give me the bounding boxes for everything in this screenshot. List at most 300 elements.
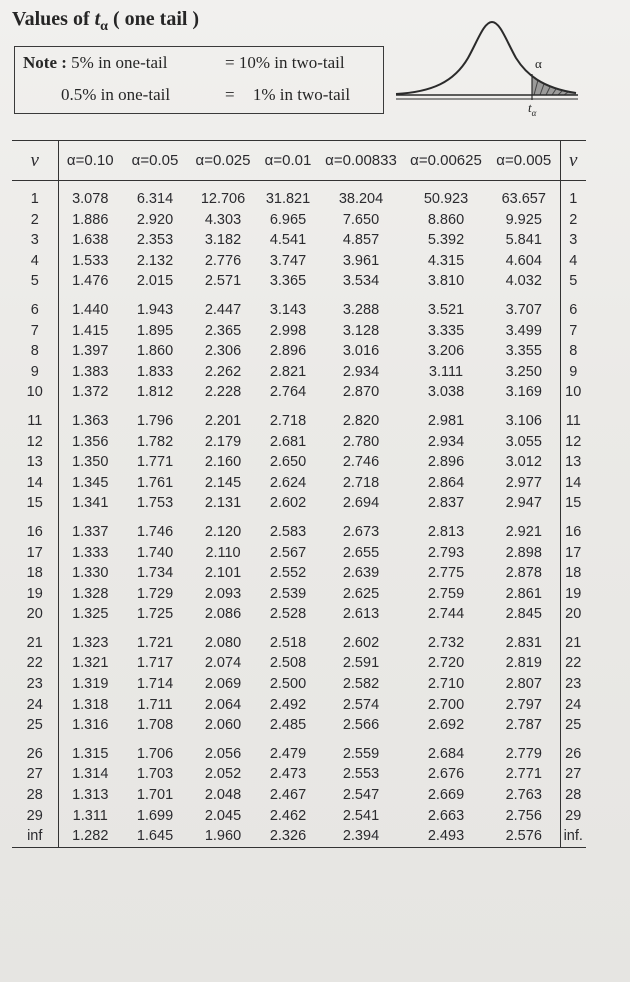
- normal-curve-diagram: [392, 18, 580, 123]
- cell-value: 3.055: [505, 433, 542, 450]
- cell-value: 2.775: [427, 565, 465, 582]
- cell-value: 1.703: [136, 766, 174, 783]
- table-row: [12, 432, 586, 453]
- table-row: [12, 493, 586, 514]
- row-nu-left: 1: [12, 189, 58, 210]
- cell-value: 2.720: [427, 655, 465, 672]
- cell-value: 2.639: [342, 565, 380, 582]
- cell-value: 3.128: [342, 322, 380, 339]
- cell-value: 3.521: [427, 301, 465, 318]
- row-nu-right: 9: [560, 362, 586, 383]
- row-nu-left: 22: [12, 653, 58, 674]
- cell-value: 1.740: [136, 544, 174, 561]
- spacer-cell: [12, 292, 58, 300]
- row-nu-left: 20: [12, 604, 58, 625]
- spacer-cell: [258, 292, 318, 300]
- spacer-cell: [404, 736, 488, 744]
- header-row: [12, 141, 586, 181]
- cell-value: 2.394: [318, 826, 404, 847]
- group-spacer: [12, 403, 586, 411]
- row-nu-right: 14: [560, 473, 586, 494]
- cell-value: 2.746: [342, 454, 380, 471]
- cell-value: 2.045: [204, 807, 242, 824]
- cell-value: 2.591: [342, 655, 380, 672]
- cell-value: 1.333: [72, 544, 109, 561]
- table-row: [12, 251, 586, 272]
- spacer-cell: [318, 514, 404, 522]
- row-nu-left: 14: [12, 473, 58, 494]
- row-nu-right: 15: [560, 493, 586, 514]
- cell-value: 1.321: [72, 655, 109, 672]
- cell-value: 2.780: [342, 433, 380, 450]
- cell-value: 2.559: [342, 745, 380, 762]
- row-nu-right: 25: [560, 715, 586, 736]
- cell-value: 3.106: [505, 412, 542, 429]
- cell-value: 2.650: [269, 454, 307, 471]
- cell-value: 3.182: [204, 232, 242, 249]
- spacer-cell: [188, 736, 258, 744]
- cell-value: 2.896: [427, 454, 465, 471]
- cell-value: 4.032: [505, 273, 542, 290]
- cell-value: 1.860: [136, 343, 174, 360]
- header-nu-left: ν: [12, 141, 58, 181]
- header-alpha-5: α=0.00625: [404, 141, 488, 181]
- spacer-cell: [560, 736, 586, 744]
- spacer-cell: [560, 625, 586, 633]
- row-nu-left: 6: [12, 300, 58, 321]
- row-nu-left: 29: [12, 806, 58, 827]
- cell-value: 2.700: [427, 696, 465, 713]
- row-nu-left: 21: [12, 633, 58, 654]
- cell-value: 1.318: [72, 696, 109, 713]
- row-nu-right: 26: [560, 744, 586, 765]
- table-row: [12, 473, 586, 494]
- title-subscript: α: [100, 19, 108, 34]
- cell-value: 2.602: [269, 495, 307, 512]
- row-nu-left: 8: [12, 341, 58, 362]
- spacer-cell: [258, 514, 318, 522]
- row-nu-left: 23: [12, 674, 58, 695]
- cell-value: 2.921: [505, 523, 542, 540]
- row-nu-right: 3: [560, 230, 586, 251]
- cell-value: 3.534: [342, 273, 380, 290]
- spacer-cell: [560, 292, 586, 300]
- cell-value: 3.016: [342, 343, 380, 360]
- cell-value: 1.319: [72, 676, 109, 693]
- cell-value: 2.864: [427, 474, 465, 491]
- spacer-cell: [122, 736, 188, 744]
- row-nu-left: 19: [12, 584, 58, 605]
- cell-value: 2.624: [269, 474, 307, 491]
- cell-value: 3.365: [269, 273, 307, 290]
- cell-value: 3.206: [427, 343, 465, 360]
- table-row: [12, 674, 586, 695]
- spacer-cell: [318, 625, 404, 633]
- cell-value: 2.518: [269, 634, 307, 651]
- cell-value: 2.086: [204, 606, 242, 623]
- spacer-cell: [188, 514, 258, 522]
- cell-value: 2.179: [204, 433, 242, 450]
- cell-value: 1.714: [136, 676, 174, 693]
- row-nu-left: 25: [12, 715, 58, 736]
- spacer-cell: [58, 292, 122, 300]
- cell-value: 1.645: [122, 826, 188, 847]
- cell-value: 1.313: [72, 787, 109, 804]
- table-row: [12, 563, 586, 584]
- note-label: Note :: [23, 53, 67, 72]
- table-row: [12, 806, 586, 827]
- spacer-cell: [122, 514, 188, 522]
- spacer-cell: [404, 181, 488, 190]
- cell-value: 6.965: [269, 211, 307, 228]
- cell-value: 2.528: [269, 606, 307, 623]
- row-nu-left: 3: [12, 230, 58, 251]
- row-nu-right: 2: [560, 210, 586, 231]
- cell-value: 2.539: [269, 585, 307, 602]
- cell-value: 1.761: [136, 474, 174, 491]
- header-alpha-1: α=0.05: [122, 141, 188, 181]
- cell-value: 1.717: [136, 655, 174, 672]
- cell-value: 63.657: [501, 191, 546, 207]
- cell-value: 5.841: [505, 232, 542, 249]
- spacer-cell: [58, 181, 122, 190]
- row-nu-right: inf.: [560, 826, 586, 847]
- cell-value: 2.467: [269, 787, 307, 804]
- cell-value: 1.746: [136, 523, 174, 540]
- cell-value: 2.074: [204, 655, 242, 672]
- cell-value: 2.048: [204, 787, 242, 804]
- table-row: [12, 785, 586, 806]
- cell-value: 2.821: [269, 363, 307, 380]
- row-nu-right: 21: [560, 633, 586, 654]
- spacer-cell: [122, 625, 188, 633]
- cell-value: 3.078: [72, 191, 109, 207]
- cell-value: 2.567: [269, 544, 307, 561]
- cell-value: 1.363: [72, 412, 109, 429]
- cell-value: 2.131: [204, 495, 242, 512]
- cell-value: 2.613: [342, 606, 380, 623]
- t-sub-label: α: [531, 108, 537, 118]
- row-nu-right: 8: [560, 341, 586, 362]
- table-row: [12, 189, 586, 210]
- cell-value: 2.492: [269, 696, 307, 713]
- cell-value: 2.101: [204, 565, 242, 582]
- note-row-2-left: 0.5% in one-tail: [61, 85, 171, 104]
- spacer-cell: [12, 736, 58, 744]
- cell-value: 1.315: [72, 745, 109, 762]
- table-row: [12, 522, 586, 543]
- spacer-cell: [122, 403, 188, 411]
- cell-value: 31.821: [265, 191, 311, 207]
- cell-value: 2.110: [205, 544, 241, 561]
- cell-value: 2.718: [269, 412, 307, 429]
- cell-value: 2.878: [505, 565, 542, 582]
- cell-value: 2.977: [505, 474, 542, 491]
- cell-value: 2.776: [204, 252, 242, 269]
- cell-value: 2.493: [404, 826, 488, 847]
- row-nu-left: 27: [12, 764, 58, 785]
- cell-value: 2.508: [269, 655, 307, 672]
- cell-value: 2.462: [269, 807, 307, 824]
- cell-value: 2.306: [204, 343, 242, 360]
- spacer-cell: [488, 181, 560, 190]
- cell-value: 2.262: [204, 363, 242, 380]
- cell-value: 1.330: [72, 565, 109, 582]
- cell-value: 2.541: [342, 807, 380, 824]
- cell-value: 3.143: [269, 301, 307, 318]
- spacer-cell: [122, 292, 188, 300]
- cell-value: 2.779: [505, 745, 542, 762]
- cell-value: 2.326: [258, 826, 318, 847]
- cell-value: 1.356: [72, 433, 109, 450]
- cell-value: 2.574: [342, 696, 380, 713]
- spacer-cell: [122, 181, 188, 190]
- cell-value: 2.819: [505, 655, 542, 672]
- table-row: [12, 826, 586, 847]
- spacer-cell: [258, 625, 318, 633]
- cell-value: 2.547: [342, 787, 380, 804]
- cell-value: 1.701: [136, 787, 174, 804]
- spacer-cell: [188, 181, 258, 190]
- header-alpha-0: α=0.10: [58, 141, 122, 181]
- page-title: [12, 8, 200, 34]
- header-alpha-4: α=0.00833: [318, 141, 404, 181]
- row-nu-right: 13: [560, 452, 586, 473]
- spacer-cell: [318, 736, 404, 744]
- cell-value: 3.038: [427, 384, 465, 401]
- cell-value: 2.093: [204, 585, 242, 602]
- t-distribution-table: [12, 140, 586, 848]
- row-nu-right: 22: [560, 653, 586, 674]
- cell-value: 9.925: [505, 211, 542, 228]
- note-row-1-equals-wrap: [225, 53, 345, 73]
- cell-value: 1.325: [72, 606, 109, 623]
- cell-value: 1.638: [72, 232, 109, 249]
- row-nu-right: 19: [560, 584, 586, 605]
- cell-value: 1.337: [72, 523, 109, 540]
- cell-value: 2.981: [427, 412, 465, 429]
- spacer-cell: [188, 292, 258, 300]
- cell-value: 1.812: [136, 384, 174, 401]
- alpha-label: α: [535, 56, 542, 71]
- cell-value: 1.895: [136, 322, 174, 339]
- cell-value: 3.169: [505, 384, 542, 401]
- spacer-cell: [560, 403, 586, 411]
- group-spacer: [12, 736, 586, 744]
- spacer-cell: [258, 181, 318, 190]
- row-nu-right: 16: [560, 522, 586, 543]
- cell-value: 1.943: [136, 301, 174, 318]
- cell-value: 1.316: [72, 717, 109, 734]
- cell-value: 2.896: [269, 343, 307, 360]
- cell-value: 1.314: [72, 766, 109, 783]
- cell-value: 1.345: [72, 474, 109, 491]
- row-nu-left: 7: [12, 321, 58, 342]
- table-row: [12, 764, 586, 785]
- spacer-cell: [258, 736, 318, 744]
- cell-value: 1.350: [72, 454, 109, 471]
- spacer-cell: [12, 514, 58, 522]
- cell-value: 1.833: [136, 363, 174, 380]
- spacer-cell: [12, 403, 58, 411]
- cell-value: 1.734: [136, 565, 174, 582]
- cell-value: 3.012: [505, 454, 542, 471]
- title-prefix: Values of: [12, 8, 95, 30]
- row-nu-left: 4: [12, 251, 58, 272]
- note-row-2: [61, 85, 170, 105]
- row-nu-left: 2: [12, 210, 58, 231]
- cell-value: 2.365: [204, 322, 242, 339]
- cell-value: 2.353: [136, 232, 174, 249]
- cell-value: 2.056: [204, 745, 242, 762]
- row-nu-left: 18: [12, 563, 58, 584]
- row-nu-right: 7: [560, 321, 586, 342]
- cell-value: 2.571: [204, 273, 242, 290]
- cell-value: 2.552: [269, 565, 307, 582]
- spacer-cell: [560, 181, 586, 190]
- spacer-cell: [404, 403, 488, 411]
- cell-value: 2.732: [427, 634, 465, 651]
- cell-value: 1.476: [72, 273, 109, 290]
- cell-value: 2.934: [427, 433, 465, 450]
- cell-value: 2.807: [505, 676, 542, 693]
- cell-value: 7.650: [342, 211, 380, 228]
- note-row-1: [23, 53, 167, 73]
- cell-value: 1.282: [58, 826, 122, 847]
- cell-value: 1.725: [136, 606, 174, 623]
- row-nu-left: 28: [12, 785, 58, 806]
- cell-value: 2.676: [427, 766, 465, 783]
- note-row-1-left: 5% in one-tail: [71, 53, 168, 72]
- cell-value: 2.797: [505, 696, 542, 713]
- cell-value: 2.681: [269, 433, 307, 450]
- cell-value: 2.583: [269, 523, 307, 540]
- table-row: [12, 653, 586, 674]
- table-row: [12, 584, 586, 605]
- group-spacer: [12, 181, 586, 190]
- cell-value: 1.708: [136, 717, 174, 734]
- note-row-1-right: 10% in two-tail: [238, 53, 345, 72]
- cell-value: 1.796: [136, 412, 174, 429]
- t-table-wrapper: [12, 140, 586, 968]
- cell-value: 1.699: [136, 807, 174, 824]
- cell-value: 4.857: [342, 232, 380, 249]
- cell-value: 12.706: [200, 191, 246, 207]
- note-row-1-equals: =: [225, 53, 235, 72]
- table-row: [12, 411, 586, 432]
- t-alpha-label: [528, 100, 537, 118]
- cell-value: 1.383: [72, 363, 109, 380]
- cell-value: 4.303: [204, 211, 242, 228]
- group-spacer: [12, 625, 586, 633]
- cell-value: 2.718: [342, 474, 380, 491]
- cell-value: 2.744: [427, 606, 465, 623]
- group-spacer: [12, 514, 586, 522]
- spacer-cell: [58, 625, 122, 633]
- cell-value: 1.311: [72, 807, 108, 824]
- note-box: [14, 46, 384, 114]
- cell-value: 2.934: [342, 363, 380, 380]
- cell-value: 3.250: [505, 363, 542, 380]
- row-nu-right: 20: [560, 604, 586, 625]
- table-row: [12, 382, 586, 403]
- cell-value: 3.961: [342, 252, 380, 269]
- cell-value: 2.831: [505, 634, 542, 651]
- title-suffix: ( one tail ): [108, 8, 200, 30]
- cell-value: 2.861: [505, 585, 542, 602]
- note-row-2-equals-wrap: [225, 85, 350, 105]
- table-row: [12, 210, 586, 231]
- table-row: [12, 230, 586, 251]
- cell-value: 2.673: [342, 523, 380, 540]
- row-nu-left: 17: [12, 543, 58, 564]
- cell-value: 1.397: [72, 343, 109, 360]
- spacer-cell: [58, 514, 122, 522]
- cell-value: 2.473: [269, 766, 307, 783]
- spacer-cell: [258, 403, 318, 411]
- cell-value: 2.060: [204, 717, 242, 734]
- cell-value: 3.747: [269, 252, 307, 269]
- row-nu-left: 9: [12, 362, 58, 383]
- cell-value: 2.228: [204, 384, 242, 401]
- cell-value: 6.314: [136, 191, 174, 207]
- cell-value: 1.328: [72, 585, 109, 602]
- row-nu-left: 24: [12, 695, 58, 716]
- spacer-cell: [488, 736, 560, 744]
- cell-value: 2.837: [427, 495, 465, 512]
- cell-value: 2.756: [505, 807, 542, 824]
- cell-value: 2.663: [427, 807, 465, 824]
- cell-value: 1.533: [72, 252, 109, 269]
- table-row: [12, 744, 586, 765]
- row-nu-right: 4: [560, 251, 586, 272]
- table-row: [12, 271, 586, 292]
- cell-value: 2.602: [342, 634, 380, 651]
- row-nu-right: 6: [560, 300, 586, 321]
- cell-value: 4.604: [505, 252, 542, 269]
- table-row: [12, 715, 586, 736]
- cell-value: 3.111: [428, 363, 464, 380]
- cell-value: 4.541: [269, 232, 307, 249]
- cell-value: 2.669: [427, 787, 465, 804]
- cell-value: 2.787: [505, 717, 542, 734]
- cell-value: 2.069: [204, 676, 242, 693]
- table-row: [12, 633, 586, 654]
- bell-curve-line: [396, 22, 576, 94]
- cell-value: 2.998: [269, 322, 307, 339]
- cell-value: 2.898: [505, 544, 542, 561]
- table-row: [12, 362, 586, 383]
- row-nu-right: 1: [560, 189, 586, 210]
- row-nu-right: 29: [560, 806, 586, 827]
- row-nu-left: 15: [12, 493, 58, 514]
- cell-value: 2.080: [204, 634, 242, 651]
- cell-value: 2.764: [269, 384, 307, 401]
- cell-value: 2.684: [427, 745, 465, 762]
- cell-value: 2.759: [427, 585, 465, 602]
- cell-value: 2.566: [342, 717, 380, 734]
- table-row: [12, 452, 586, 473]
- table-body: [12, 181, 586, 848]
- table-row: [12, 300, 586, 321]
- cell-value: 3.335: [427, 322, 465, 339]
- note-row-2-equals: =: [225, 85, 235, 104]
- cell-value: 38.204: [338, 191, 384, 207]
- header-alpha-6: α=0.005: [488, 141, 560, 181]
- row-nu-left: 12: [12, 432, 58, 453]
- cell-value: 2.813: [427, 523, 465, 540]
- spacer-cell: [318, 403, 404, 411]
